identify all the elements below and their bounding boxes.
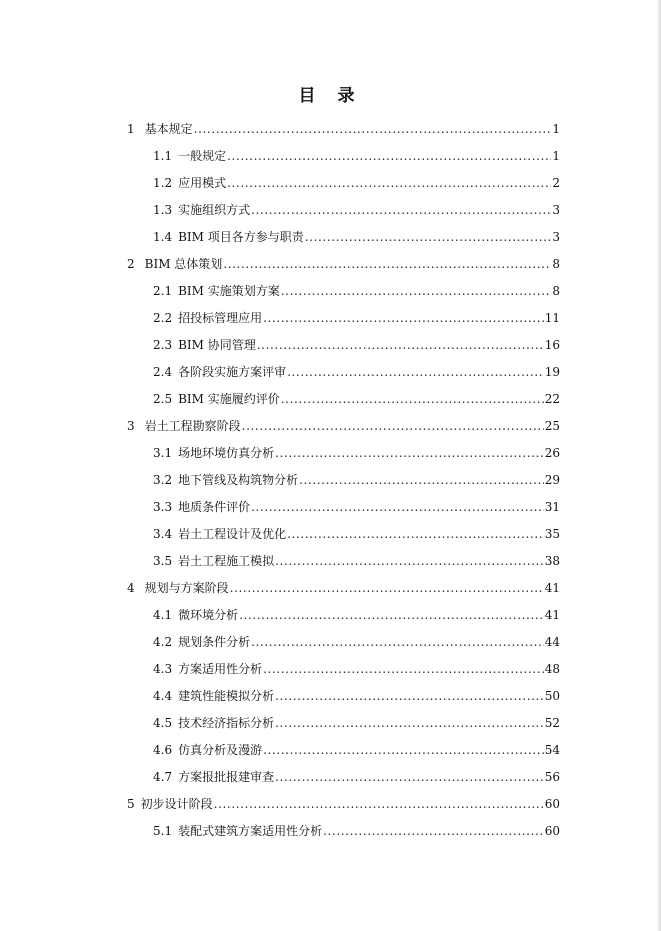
toc-leader-dots (287, 524, 544, 544)
toc-entry[interactable] (127, 578, 560, 598)
toc-entry-number: 4.1 (153, 608, 173, 622)
toc-entry[interactable] (153, 767, 560, 787)
toc-entry-number: 4.5 (153, 716, 173, 730)
toc-leader-dots (263, 740, 544, 760)
toc-entry-text: 地下管线及构筑物分析 (178, 473, 299, 487)
toc-entry-number: 5 (127, 797, 135, 811)
toc-entry[interactable] (153, 335, 560, 355)
toc-entry-page: 2 (552, 176, 560, 190)
toc-entry[interactable] (153, 227, 560, 247)
toc-entry-number: 3.5 (153, 554, 173, 568)
toc-entry-number: 1.1 (153, 149, 173, 163)
toc-entry-text: 微环境分析 (178, 608, 239, 622)
toc-entry-text: 实施组织方式 (178, 203, 251, 217)
toc-leader-dots (287, 362, 544, 382)
toc-entry[interactable] (153, 281, 560, 301)
toc-entry[interactable] (153, 389, 560, 409)
toc-entry-page: 48 (544, 662, 560, 676)
toc-entry-page: 50 (544, 689, 560, 703)
toc-leader-dots (223, 254, 551, 274)
toc-leader-dots (275, 443, 544, 463)
toc-entry-text: 场地环境仿真分析 (178, 446, 275, 460)
toc-entry[interactable] (153, 146, 560, 166)
toc-entry-page: 31 (544, 500, 560, 514)
toc-entry-text: BIM 实施履约评价 (178, 392, 280, 406)
toc-entry-number: 4.4 (153, 689, 173, 703)
toc-entry-page: 19 (544, 365, 560, 379)
toc-leader-dots (263, 308, 544, 328)
toc-entry-number: 1 (127, 122, 135, 136)
toc-entry-page: 16 (544, 338, 560, 352)
toc-leader-dots (251, 632, 544, 652)
toc-entry-text: 应用模式 (178, 176, 227, 190)
toc-entry-text: 地质条件评价 (178, 500, 251, 514)
toc-title: 目 录 (298, 86, 363, 106)
toc-entry-page: 25 (544, 419, 560, 433)
toc-leader-dots (275, 551, 544, 571)
toc-entry-page: 29 (544, 473, 560, 487)
toc-entry-page: 60 (544, 824, 560, 838)
toc-entry-number: 2.5 (153, 392, 173, 406)
toc-entry-page: 1 (552, 122, 560, 136)
toc-entry-number: 4.2 (153, 635, 173, 649)
toc-leader-dots (275, 713, 544, 733)
toc-leader-dots (242, 416, 544, 436)
toc-entry-page: 52 (544, 716, 560, 730)
toc-leader-dots (227, 173, 551, 193)
toc-entry-page: 56 (544, 770, 560, 784)
toc-leader-dots (281, 389, 544, 409)
toc-entry-number: 3 (127, 419, 135, 433)
toc-entry[interactable] (153, 740, 560, 760)
toc-entry-page: 35 (544, 527, 560, 541)
toc-leader-dots (194, 119, 552, 139)
toc-entry-page: 11 (544, 311, 560, 325)
toc-entry-text: BIM 协同管理 (178, 338, 256, 352)
toc-entry-number: 3.3 (153, 500, 173, 514)
toc-entry-number: 4 (127, 581, 135, 595)
toc-entry-text: 一般规定 (178, 149, 227, 163)
toc-entry-page: 22 (544, 392, 560, 406)
toc-entry[interactable] (127, 254, 560, 274)
toc-leader-dots (263, 659, 544, 679)
toc-entry-page: 1 (552, 149, 560, 163)
toc-leader-dots (227, 146, 551, 166)
toc-entry-number: 2.3 (153, 338, 173, 352)
toc-leader-dots (275, 686, 544, 706)
toc-entry-text: 建筑性能模拟分析 (178, 689, 275, 703)
toc-entry[interactable] (127, 416, 560, 436)
toc-entry-text: 岩土工程施工模拟 (178, 554, 275, 568)
toc-entry-number: 2.4 (153, 365, 173, 379)
toc-leader-dots (251, 497, 544, 517)
toc-entry[interactable] (153, 659, 560, 679)
toc-entry[interactable] (153, 308, 560, 328)
toc-entry-page: 26 (544, 446, 560, 460)
toc-entry-number: 2.1 (153, 284, 173, 298)
toc-entry-number: 3.2 (153, 473, 173, 487)
toc-leader-dots (239, 605, 544, 625)
toc-entry[interactable] (153, 713, 560, 733)
toc-entry[interactable] (153, 686, 560, 706)
toc-entry-page: 3 (552, 203, 560, 217)
toc-entry-number: 1.2 (153, 176, 173, 190)
toc-entry-number: 3.1 (153, 446, 173, 460)
toc-leader-dots (323, 821, 544, 841)
toc-entry-page: 41 (544, 608, 560, 622)
toc-entry[interactable] (153, 200, 560, 220)
toc-entry-text: 岩土工程勘察阶段 (144, 419, 241, 433)
toc-entry-page: 41 (544, 581, 560, 595)
toc-entry-page: 44 (544, 635, 560, 649)
toc-entry-text: 基本规定 (144, 122, 193, 136)
toc-entry-page: 54 (544, 743, 560, 757)
toc-entry-number: 1.3 (153, 203, 173, 217)
toc-leader-dots (305, 227, 552, 247)
toc-leader-dots (251, 200, 551, 220)
toc-entry-number: 2.2 (153, 311, 173, 325)
toc-entry-text: 规划条件分析 (178, 635, 251, 649)
toc-entry-number: 3.4 (153, 527, 173, 541)
toc-entry-text: 规划与方案阶段 (144, 581, 229, 595)
page-edge-shadow (657, 0, 661, 931)
toc-entry-page: 8 (552, 284, 560, 298)
toc-entry[interactable] (153, 524, 560, 544)
toc-entry[interactable] (153, 632, 560, 652)
toc-entry-text: 装配式建筑方案适用性分析 (178, 824, 323, 838)
toc-entry[interactable] (153, 173, 560, 193)
toc-entry-text: BIM 总体策划 (144, 257, 223, 271)
toc-entry-number: 4.3 (153, 662, 173, 676)
toc-entry[interactable] (127, 119, 560, 139)
toc-leader-dots (230, 578, 544, 598)
toc-entry-page: 3 (552, 230, 560, 244)
toc-entry-number: 2 (127, 257, 135, 271)
toc-entry[interactable] (127, 794, 560, 814)
toc-leader-dots (281, 281, 552, 301)
toc-entry-text: 仿真分析及漫游 (178, 743, 263, 757)
toc-entry-number: 4.6 (153, 743, 173, 757)
toc-entry-page: 8 (552, 257, 560, 271)
toc-entry-text: BIM 项目各方参与职责 (178, 230, 304, 244)
toc-leader-dots (257, 335, 544, 355)
toc-entry-number: 1.4 (153, 230, 173, 244)
toc-entry[interactable] (153, 497, 560, 517)
toc-entry-text: BIM 实施策划方案 (178, 284, 280, 298)
toc-entry[interactable] (153, 551, 560, 571)
toc-entry-number: 4.7 (153, 770, 173, 784)
toc-entry-text: 初步设计阶段 (140, 797, 213, 811)
toc-entry-text: 招投标管理应用 (178, 311, 263, 325)
toc-entry-text: 技术经济指标分析 (178, 716, 275, 730)
toc-leader-dots (299, 470, 544, 490)
toc-leader-dots (275, 767, 544, 787)
toc-leader-dots (214, 794, 544, 814)
toc-entry-text: 方案适用性分析 (178, 662, 263, 676)
toc-entry[interactable] (153, 821, 560, 841)
toc-entry-text: 各阶段实施方案评审 (178, 365, 287, 379)
toc-entry-page: 38 (544, 554, 560, 568)
toc-entry-number: 5.1 (153, 824, 173, 838)
toc-entry[interactable] (153, 470, 560, 490)
toc-entry[interactable] (153, 362, 560, 382)
toc-entry-text: 方案报批报建审查 (178, 770, 275, 784)
toc-entry[interactable] (153, 443, 560, 463)
toc-entry-text: 岩土工程设计及优化 (178, 527, 287, 541)
toc-entry-page: 60 (544, 797, 560, 811)
toc-entry[interactable] (153, 605, 560, 625)
